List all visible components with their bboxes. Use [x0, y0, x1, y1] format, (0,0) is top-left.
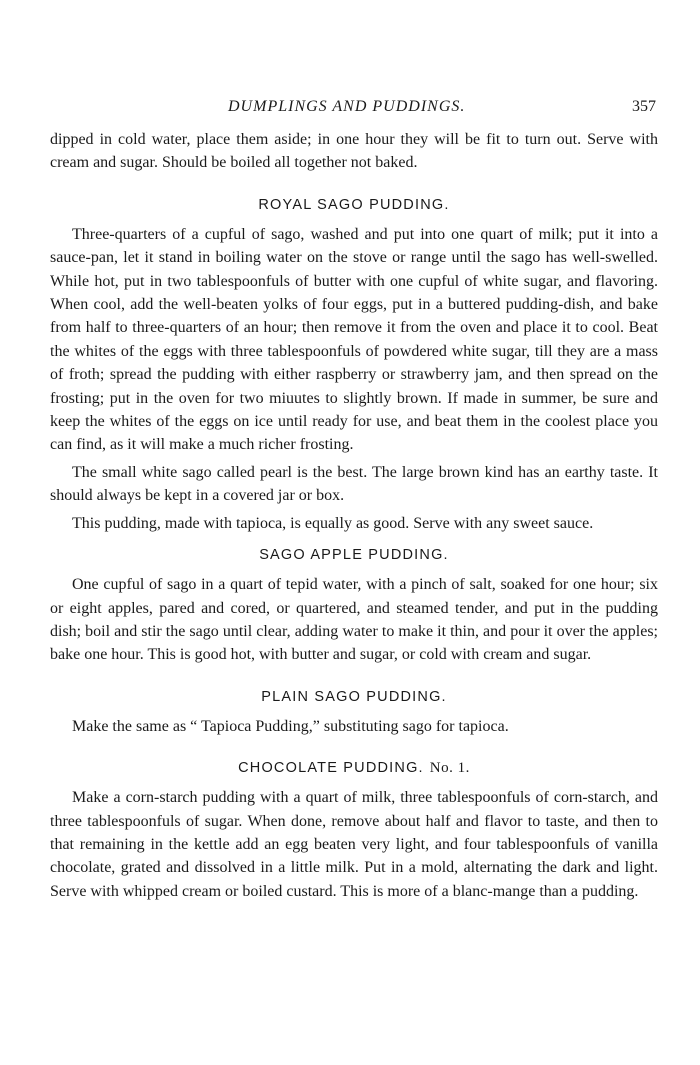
chocolate-pudding-number: No. 1.	[429, 760, 470, 777]
royal-sago-pudding-heading: ROYAL SAGO PUDDING.	[258, 196, 450, 213]
royal-sago-paragraph-2: The small white sago called pearl is the best. The large brown kind has an earthy taste. It should always be kept in a covered jar or box.	[50, 463, 658, 505]
plain-sago-pudding-heading: PLAIN SAGO PUDDING.	[261, 688, 447, 705]
chocolate-pudding-title: CHOCOLATE PUDDING.	[238, 760, 424, 777]
royal-sago-paragraph-3: This pudding, made with tapioca, is equally as good. Serve with any sweet sauce.	[72, 514, 594, 532]
plain-sago-paragraph: Make the same as “ Tapioca Pudding,” substituting sago for tapioca.	[72, 717, 509, 735]
page-number: 357	[632, 98, 656, 115]
chocolate-pudding-paragraph: Make a corn-starch pudding with a quart of milk, three tablespoonfuls of corn-starch, and three tablespoonfuls of sugar. When done, remove about half and flavor to taste, and then to that remaining in the kettle add an egg beaten very light, and four tablespoonfuls of vanilla chocolate, grated and dissolved in a little milk. Put in a mold, alternating the dark and light. Serve with whipped cream or boiled custard. This is more of a blanc-mange than a pudding.	[50, 789, 658, 900]
running-title: DUMPLINGS AND PUDDINGS.	[228, 98, 466, 115]
continuation-paragraph: dipped in cold water, place them aside; in one hour they will be fit to turn out. Serve with cream and sugar. Should be boiled all together not baked.	[50, 131, 658, 172]
chocolate-pudding-heading	[50, 757, 658, 779]
sago-apple-paragraph: One cupful of sago in a quart of tepid water, with a pinch of salt, soaked for one hour; six or eight apples, pared and cored, or quartered, and steamed tender, and put in the pudding dish; boil and stir the sago until clear, adding water to make it thin, and pour it over the apples; bake one hour. This is good hot, with butter and sugar, or cold with cream and sugar.	[50, 576, 658, 664]
royal-sago-paragraph-1: Three-quarters of a cupful of sago, washed and put into one quart of milk; put it into a sauce-pan, let it stand in boiling water on the stove or range until the sago has well-swelled. While hot, put in two tablespoonfuls of butter with one cupful of white sugar, and flavoring. When cool, add the well-beaten yolks of four eggs, put in a buttered pudding-dish, and bake from half to three-quarters of an hour; then remove it from the oven and place it to cool. Beat the whites of the eggs with three tablespoonfuls of powdered white sugar, till they are a mass of froth; spread the pudding with either raspberry or strawberry jam, and then spread on the frosting; put in the oven for two miuutes to slightly brown. If made in summer, be sure and keep the whites of the eggs on ice until ready for use, and beat them in the coolest place you can find, as it will make a much richer frosting.	[50, 225, 658, 454]
running-head	[50, 98, 658, 128]
sago-apple-pudding-heading: SAGO APPLE PUDDING.	[259, 547, 449, 564]
